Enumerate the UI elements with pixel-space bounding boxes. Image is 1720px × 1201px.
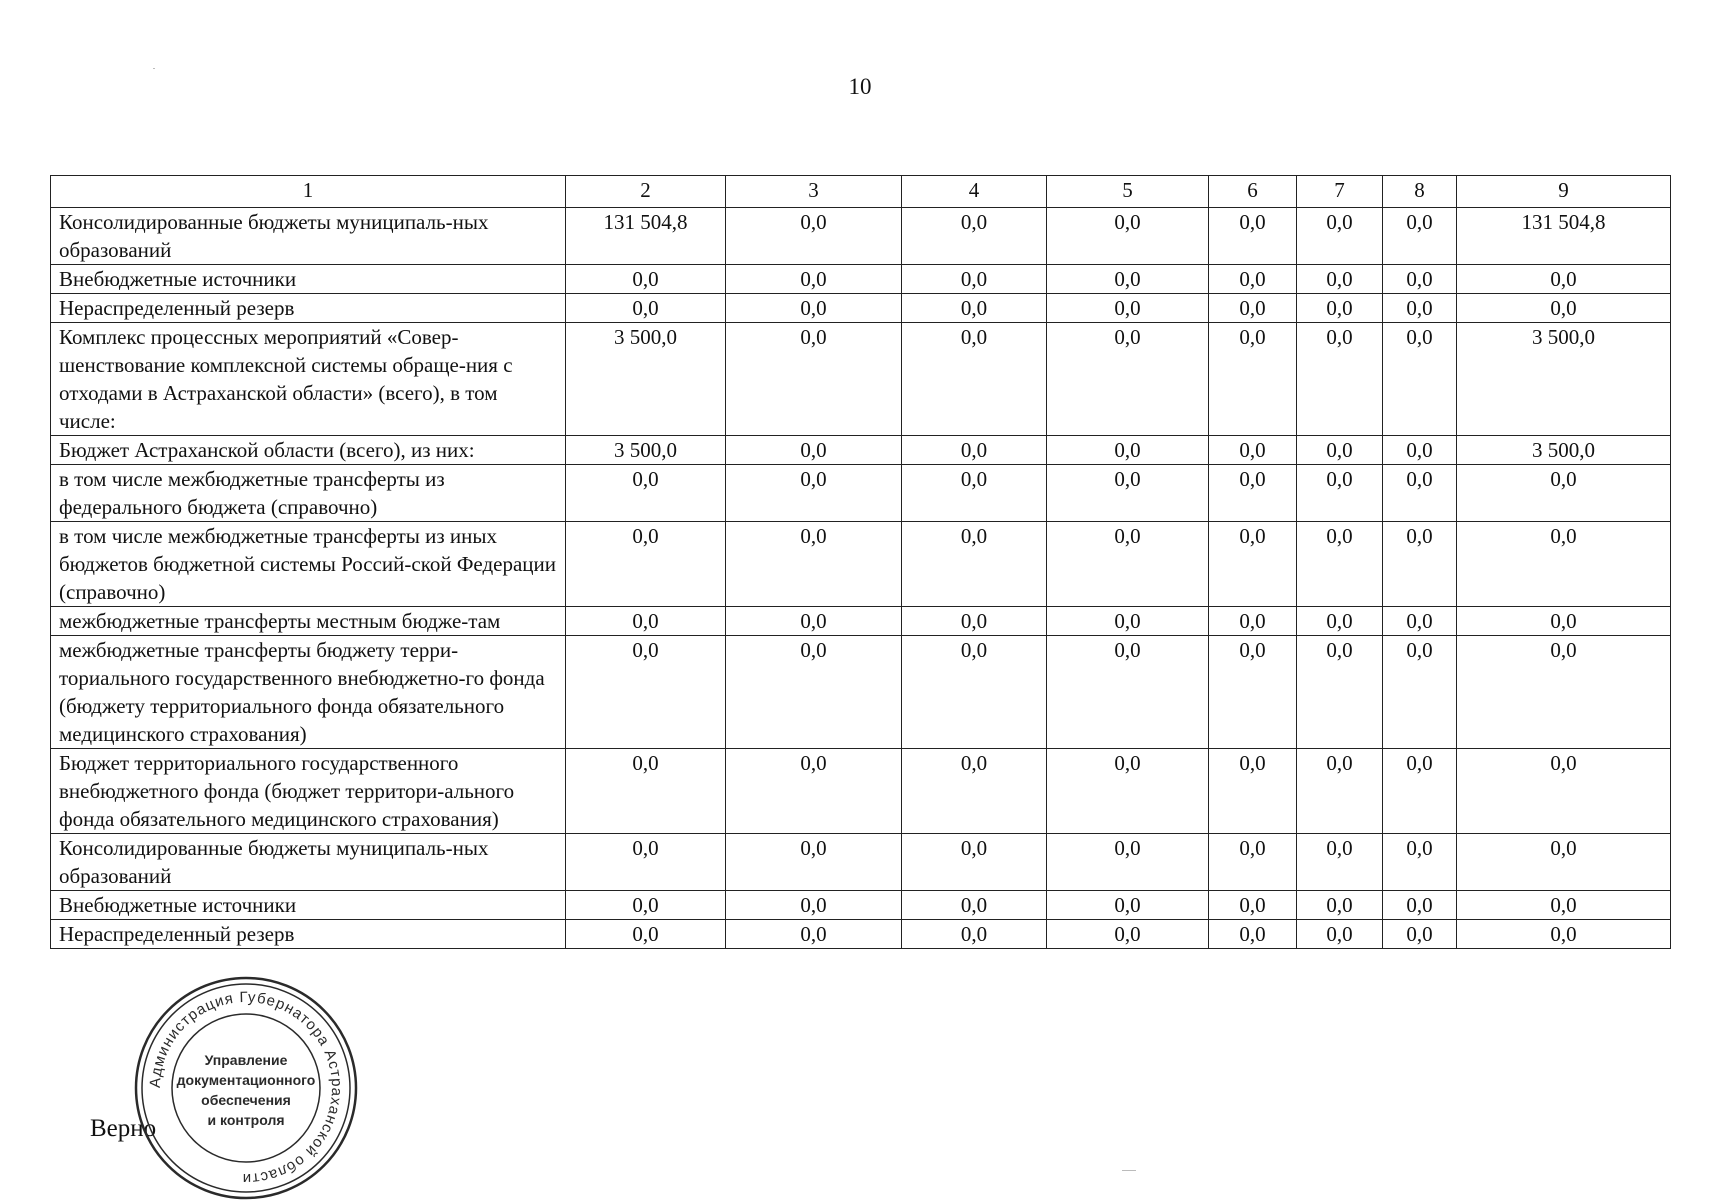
row-value: 0,0	[566, 607, 726, 636]
row-value: 0,0	[902, 436, 1047, 465]
row-value: 0,0	[726, 265, 902, 294]
row-value: 0,0	[1457, 522, 1671, 607]
row-value: 0,0	[1457, 891, 1671, 920]
row-value: 0,0	[902, 749, 1047, 834]
row-value: 0,0	[902, 208, 1047, 265]
row-value: 0,0	[726, 323, 902, 436]
row-value: 3 500,0	[566, 323, 726, 436]
row-label: Бюджет территориального государственного внебюджетного фонда (бюджет территори-ального фонда обязательного медицинского страхования)	[51, 749, 566, 834]
row-value: 0,0	[1209, 208, 1297, 265]
row-value: 0,0	[902, 465, 1047, 522]
scan-speck	[1122, 1170, 1136, 1171]
column-header: 9	[1457, 176, 1671, 208]
row-value: 0,0	[1209, 834, 1297, 891]
row-label: Консолидированные бюджеты муниципаль-ных образований	[51, 834, 566, 891]
row-value: 0,0	[1297, 891, 1383, 920]
row-value: 0,0	[1297, 920, 1383, 949]
row-value: 0,0	[1297, 208, 1383, 265]
row-value: 0,0	[1209, 323, 1297, 436]
row-value: 0,0	[1457, 465, 1671, 522]
row-value: 0,0	[726, 294, 902, 323]
row-value: 0,0	[1457, 834, 1671, 891]
table-row	[51, 891, 1671, 920]
row-value: 0,0	[902, 891, 1047, 920]
column-header: 8	[1383, 176, 1457, 208]
column-header: 5	[1047, 176, 1209, 208]
row-value: 0,0	[1047, 834, 1209, 891]
row-value: 0,0	[726, 607, 902, 636]
stamp-ring-text: Администрация Губернатора Астраханской области	[146, 988, 346, 1188]
row-label: Комплекс процессных мероприятий «Совер-шенствование комплексной системы обраще-ния с отходами в Астраханской области» (всего), в том числе:	[51, 323, 566, 436]
row-value: 0,0	[1209, 436, 1297, 465]
row-value: 0,0	[1457, 294, 1671, 323]
stamp-center-line: Управление	[204, 1052, 288, 1068]
row-value: 0,0	[1047, 607, 1209, 636]
row-value: 0,0	[1209, 607, 1297, 636]
row-value: 3 500,0	[1457, 436, 1671, 465]
row-value: 0,0	[726, 636, 902, 749]
row-value: 0,0	[726, 522, 902, 607]
row-value: 0,0	[1297, 465, 1383, 522]
row-value: 0,0	[1297, 834, 1383, 891]
row-value: 0,0	[1209, 465, 1297, 522]
row-value: 0,0	[1383, 749, 1457, 834]
row-label: в том числе межбюджетные трансферты из иных бюджетов бюджетной системы Россий-ской Федерации (справочно)	[51, 522, 566, 607]
row-value: 0,0	[1209, 522, 1297, 607]
row-value: 0,0	[1047, 749, 1209, 834]
row-value: 0,0	[1047, 208, 1209, 265]
row-value: 0,0	[1047, 522, 1209, 607]
row-label: в том числе межбюджетные трансферты из федерального бюджета (справочно)	[51, 465, 566, 522]
row-value: 0,0	[1209, 891, 1297, 920]
row-value: 0,0	[1047, 920, 1209, 949]
row-label: Внебюджетные источники	[51, 891, 566, 920]
row-value: 0,0	[1209, 294, 1297, 323]
row-value: 0,0	[1297, 749, 1383, 834]
row-label: Внебюджетные источники	[51, 265, 566, 294]
row-value: 0,0	[902, 607, 1047, 636]
row-value: 0,0	[902, 834, 1047, 891]
row-value: 0,0	[1047, 265, 1209, 294]
row-value: 0,0	[1383, 891, 1457, 920]
row-value: 0,0	[726, 834, 902, 891]
row-value: 0,0	[1209, 749, 1297, 834]
row-value: 0,0	[726, 749, 902, 834]
row-value: 0,0	[1297, 607, 1383, 636]
row-value: 0,0	[1297, 323, 1383, 436]
row-value: 0,0	[726, 891, 902, 920]
stamp-center-line: обеспечения	[201, 1092, 291, 1108]
row-value: 0,0	[1047, 294, 1209, 323]
row-label: Нераспределенный резерв	[51, 294, 566, 323]
row-value: 0,0	[902, 522, 1047, 607]
row-value: 0,0	[1209, 920, 1297, 949]
row-value: 0,0	[1457, 749, 1671, 834]
table-row	[51, 636, 1671, 749]
verno-signature: Верно	[90, 1115, 157, 1142]
row-value: 0,0	[726, 465, 902, 522]
row-value: 0,0	[902, 636, 1047, 749]
row-value: 0,0	[1047, 323, 1209, 436]
row-value: 131 504,8	[1457, 208, 1671, 265]
column-header: 2	[566, 176, 726, 208]
row-value: 0,0	[566, 265, 726, 294]
row-value: 0,0	[1383, 465, 1457, 522]
row-label: Консолидированные бюджеты муниципаль-ных образований	[51, 208, 566, 265]
table-body	[51, 208, 1671, 949]
stamp-center-line: документационного	[176, 1072, 316, 1088]
row-value: 0,0	[1457, 607, 1671, 636]
row-label: межбюджетные трансферты бюджету терри-ториального государственного внебюджетно-го фонда (бюджету территориального фонда обязательного медицинского страхования)	[51, 636, 566, 749]
row-value: 3 500,0	[1457, 323, 1671, 436]
row-value: 0,0	[1383, 607, 1457, 636]
row-value: 0,0	[1457, 265, 1671, 294]
row-value: 0,0	[1209, 636, 1297, 749]
row-value: 0,0	[566, 749, 726, 834]
table-row	[51, 436, 1671, 465]
table-row	[51, 294, 1671, 323]
table-row	[51, 834, 1671, 891]
row-value: 0,0	[1383, 208, 1457, 265]
row-value: 0,0	[1383, 834, 1457, 891]
row-value: 0,0	[726, 208, 902, 265]
row-value: 0,0	[566, 636, 726, 749]
row-label: Нераспределенный резерв	[51, 920, 566, 949]
table-row	[51, 323, 1671, 436]
row-value: 0,0	[902, 920, 1047, 949]
row-value: 0,0	[1047, 891, 1209, 920]
row-value: 0,0	[1383, 323, 1457, 436]
table-row	[51, 522, 1671, 607]
column-header: 6	[1209, 176, 1297, 208]
official-stamp	[133, 975, 359, 1201]
table-header-row	[51, 176, 1671, 208]
row-value: 0,0	[1297, 636, 1383, 749]
table-row	[51, 265, 1671, 294]
column-header: 4	[902, 176, 1047, 208]
row-value: 0,0	[566, 920, 726, 949]
row-value: 0,0	[726, 436, 902, 465]
row-value: 0,0	[1383, 920, 1457, 949]
row-value: 0,0	[902, 323, 1047, 436]
row-value: 0,0	[566, 834, 726, 891]
row-value: 0,0	[902, 265, 1047, 294]
stamp-center-line: и контроля	[207, 1112, 285, 1128]
row-value: 0,0	[1047, 636, 1209, 749]
table-row	[51, 607, 1671, 636]
table-row	[51, 920, 1671, 949]
row-value: 0,0	[1047, 465, 1209, 522]
table-row	[51, 465, 1671, 522]
row-label: Бюджет Астраханской области (всего), из них:	[51, 436, 566, 465]
row-value: 0,0	[1297, 522, 1383, 607]
row-value: 0,0	[1297, 294, 1383, 323]
row-value: 0,0	[1383, 265, 1457, 294]
row-value: 0,0	[1457, 636, 1671, 749]
row-value: 0,0	[726, 920, 902, 949]
column-header: 1	[51, 176, 566, 208]
row-value: 0,0	[1047, 436, 1209, 465]
page-number: 10	[848, 74, 872, 99]
column-header: 7	[1297, 176, 1383, 208]
row-value: 0,0	[566, 891, 726, 920]
row-value: 0,0	[1383, 436, 1457, 465]
row-value: 0,0	[902, 294, 1047, 323]
row-value: 0,0	[566, 294, 726, 323]
row-value: 0,0	[1383, 294, 1457, 323]
row-value: 131 504,8	[566, 208, 726, 265]
column-header: 3	[726, 176, 902, 208]
row-value: 0,0	[566, 465, 726, 522]
scan-speck	[153, 68, 155, 69]
table-row	[51, 749, 1671, 834]
row-value: 0,0	[1297, 265, 1383, 294]
row-value: 0,0	[1209, 265, 1297, 294]
row-value: 0,0	[1457, 920, 1671, 949]
row-value: 0,0	[566, 522, 726, 607]
row-value: 0,0	[1297, 436, 1383, 465]
table-row	[51, 208, 1671, 265]
row-label: межбюджетные трансферты местным бюдже-там	[51, 607, 566, 636]
row-value: 0,0	[1383, 522, 1457, 607]
row-value: 0,0	[1383, 636, 1457, 749]
budget-table	[50, 175, 1671, 949]
row-value: 3 500,0	[566, 436, 726, 465]
